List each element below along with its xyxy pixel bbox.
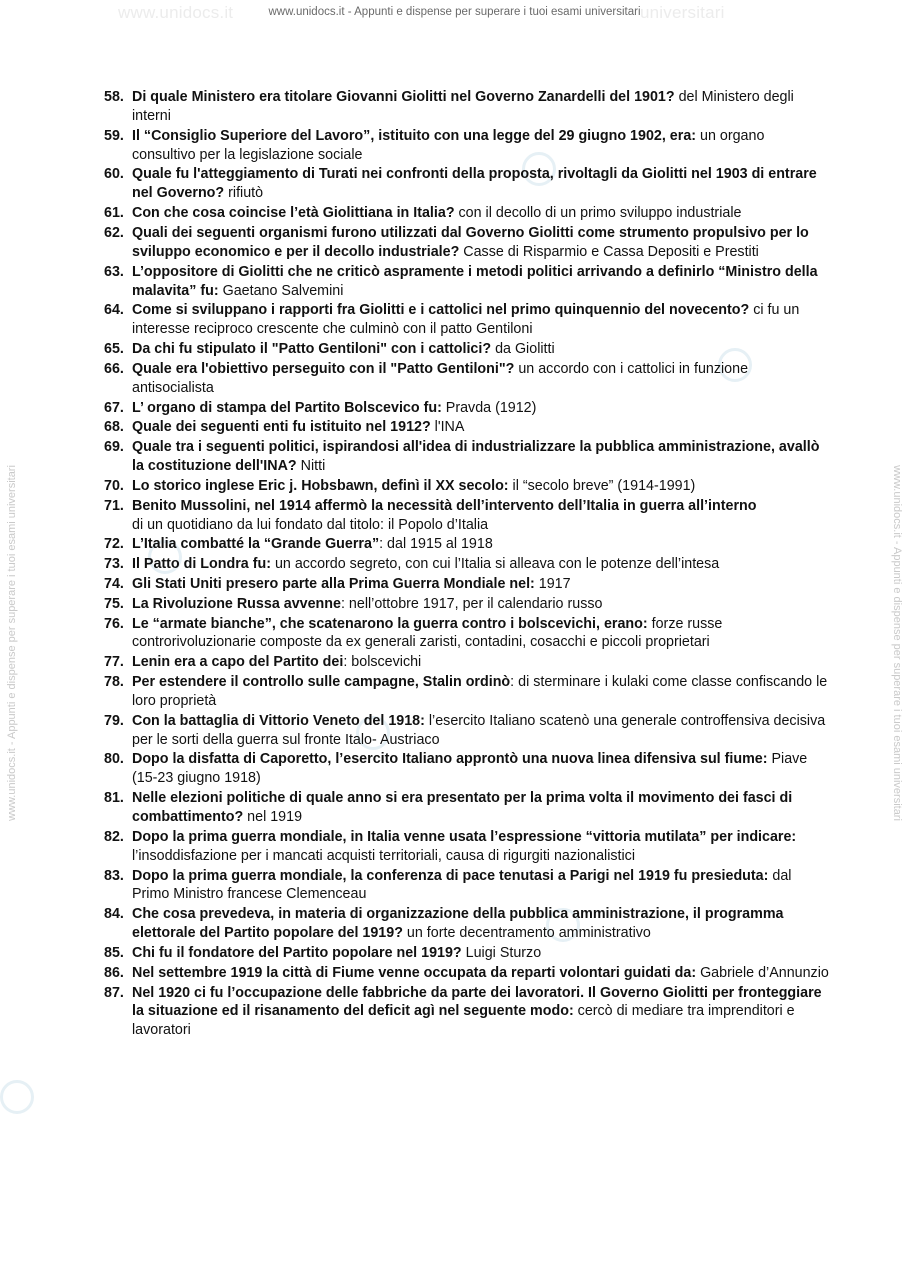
question-text: Con la battaglia di Vittorio Veneto del 1918: (132, 712, 425, 729)
question-item (0, 418, 909, 437)
answer-text: Pravda (1912) (441, 399, 537, 416)
watermark-ghost-left: www.unidocs.it (118, 3, 234, 22)
question-text: Nelle elezioni politiche di quale anno si era presentato per la prima volta il movimento dei fasci di combattimento? (132, 790, 793, 826)
question-item (0, 263, 909, 301)
question-number: 79. (104, 712, 124, 729)
question-number: 66. (104, 360, 124, 377)
question-item (0, 964, 909, 983)
answer-text: 1917 (534, 575, 571, 592)
question-text: Quale dei seguenti enti fu istituito nel 1912? (132, 419, 431, 436)
watermark-header (0, 0, 909, 22)
question-item (0, 399, 909, 418)
answer-text: ci fu un interesse reciproco crescente che culminò con il patto Gentiloni (132, 302, 800, 338)
question-number: 78. (104, 674, 124, 690)
answer-text: l’esercito Italiano scatenò una generale controffensiva decisiva per le sorti della guerra sul fronte Italo- Austriaco (132, 712, 826, 748)
question-text: Nel settembre 1919 la città di Fiume venne occupata da reparti volontari guidati da: (132, 964, 697, 981)
question-text: Nel 1920 ci fu l’occupazione delle fabbriche da parte dei lavoratori. Il Governo Giolitti per fronteggiare la situazione ed il risanamento del deficit agì nel seguente modo: (132, 984, 822, 1020)
question-item (0, 575, 909, 594)
answer-text: Gaetano Salvemini (218, 282, 344, 299)
question-item (0, 301, 909, 339)
answer-text: : bolscevichi (343, 654, 422, 671)
answer-text: : nell’ottobre 1917, per il calendario russo (340, 595, 603, 612)
answer-text: : di sterminare i kulaki come classe confiscando le loro proprietà (132, 674, 828, 709)
answer-text: Casse di Risparmio e Cassa Depositi e Prestiti (459, 243, 759, 260)
question-text: Con che cosa coincise l’età Giolittiana in Italia? (132, 205, 455, 222)
question-text: L’oppositore di Giolitti che ne criticò aspramente i metodi politici arrivando a definirlo “Ministro della malavita” fu: (132, 263, 818, 299)
question-text: Benito Mussolini, nel 1914 affermò la necessità dell’intervento dell’Italia in guerra all’interno (132, 497, 757, 514)
question-text: Chi fu il fondatore del Partito popolare nel 1919? (132, 944, 462, 961)
question-number: 84. (104, 906, 124, 923)
answer-text: Luigi Sturzo (461, 944, 542, 961)
question-text: Quali dei seguenti organismi furono utilizzati dal Governo Giolitti come strumento propulsivo per lo sviluppo economico e per il decollo industriale? (132, 224, 809, 260)
question-number: 64. (104, 302, 124, 319)
question-text: Dopo la prima guerra mondiale, la conferenza di pace tenutasi a Parigi nel 1919 fu presieduta: (132, 867, 769, 884)
question-item (0, 615, 909, 653)
answer-text: un forte decentramento amministrativo (402, 925, 651, 942)
question-number: 74. (104, 575, 124, 592)
question-item (0, 555, 909, 574)
question-number: 67. (104, 399, 124, 416)
question-number: 61. (104, 205, 124, 222)
question-item (0, 828, 909, 866)
question-text: Che cosa prevedeva, in materia di organizzazione della pubblica amministrazione, il programma elettorale del Partito popolare del 1919? (132, 906, 784, 942)
answer-text: il Popolo d’Italia (383, 516, 489, 533)
watermark-side-left: www.unidocs.it - Appunti e dispense per superare i tuoi esami universitari (6, 465, 18, 821)
question-continuation-text: di un quotidiano da lui fondato dal titolo: (132, 516, 384, 533)
question-number: 83. (104, 867, 124, 884)
question-number: 80. (104, 751, 124, 768)
question-item (0, 905, 909, 943)
question-item (0, 750, 909, 788)
question-text: Per estendere il controllo sulle campagne, Stalin ordinò (132, 674, 511, 690)
question-item (0, 867, 909, 905)
watermark-ghost-right: universitari (640, 3, 725, 22)
question-number: 62. (104, 224, 124, 241)
question-number: 73. (104, 556, 124, 573)
question-item (0, 595, 909, 614)
question-number: 76. (104, 615, 124, 632)
question-item (0, 438, 909, 476)
answer-text: Nitti (296, 458, 326, 475)
question-text: Da chi fu stipulato il "Patto Gentiloni" con i cattolici? (132, 341, 492, 358)
question-list-container (0, 88, 909, 1041)
question-text: Quale fu l'atteggiamento di Turati nei confronti della proposta, rivoltagli da Giolitti nel 1903 di entrare nel Governo? (132, 166, 817, 202)
question-text: Quale tra i seguenti politici, ispirandosi all'idea di industrializzare la pubblica amministrazione, avallò la costituzione dell'INA? (132, 439, 820, 475)
question-text: Come si sviluppano i rapporti fra Giolitti e i cattolici nel primo quinquennio del novecento? (132, 302, 750, 319)
question-text: Dopo la prima guerra mondiale, in Italia venne usata l’espressione “vittoria mutilata” per indicare: (132, 828, 797, 845)
question-item (0, 477, 909, 496)
question-number: 75. (104, 595, 124, 612)
answer-text: l’insoddisfazione per i mancati acquisti territoriali, causa di rigurgiti nazionalistici (132, 847, 636, 864)
question-number: 81. (104, 790, 124, 807)
question-item (0, 165, 909, 203)
question-item (0, 497, 909, 535)
question-continuation (132, 516, 831, 535)
question-list (0, 88, 909, 1040)
answer-text: cercò di mediare tra imprenditori e lavoratori (132, 1003, 795, 1039)
question-text: Il “Consiglio Superiore del Lavoro”, istituito con una legge del 29 giugno 1902, era: (132, 127, 697, 144)
question-item (0, 127, 909, 165)
question-text: Gli Stati Uniti presero parte alla Prima Guerra Mondiale nel: (132, 575, 535, 592)
answer-text: con il decollo di un primo sviluppo industriale (454, 205, 742, 222)
watermark-header-text: www.unidocs.it - Appunti e dispense per superare i tuoi esami universitari (268, 6, 641, 18)
answer-text: un accordo segreto, con cui l’Italia si alleava con le potenze dell’intesa (270, 556, 720, 573)
question-text: La Rivoluzione Russa avvenne (132, 595, 341, 612)
question-item (0, 944, 909, 963)
question-number: 82. (104, 828, 124, 845)
question-text: Dopo la disfatta di Caporetto, l’esercito Italiano approntò una nuova linea difensiva sul fiume: (132, 751, 768, 768)
answer-text: il “secolo breve” (1914-1991) (508, 477, 696, 494)
question-text: Le “armate bianche”, che scatenarono la guerra contro i bolscevichi, erano: (132, 615, 648, 632)
answer-text: l'INA (430, 419, 465, 436)
question-number: 86. (104, 964, 124, 981)
question-item (0, 204, 909, 223)
question-item (0, 224, 909, 262)
question-item (0, 340, 909, 359)
question-text: Il Patto di Londra fu: (132, 556, 271, 573)
question-item (0, 712, 909, 750)
answer-text: Gabriele d’Annunzio (696, 964, 829, 981)
answer-text: un organo consultivo per la legislazione sociale (132, 127, 765, 163)
question-number: 71. (104, 497, 124, 514)
answer-text: dal Primo Ministro francese Clemenceau (132, 867, 792, 903)
answer-text: : dal 1915 al 1918 (379, 536, 493, 553)
question-item (0, 789, 909, 827)
answer-text: del Ministero degli interni (132, 89, 794, 124)
question-number: 69. (104, 439, 124, 456)
question-number: 85. (104, 944, 124, 961)
answer-text: forze russe controrivoluzionarie composte da ex generali zaristi, contadini, cosacchi e piccoli proprietari (132, 615, 723, 651)
answer-text: rifiutò (224, 185, 264, 202)
answer-text: Piave (15-23 giugno 1918) (132, 751, 808, 787)
question-text: Quale era l'obiettivo perseguito con il "Patto Gentiloni"? (132, 360, 515, 377)
question-number: 72. (104, 536, 124, 553)
question-number: 65. (104, 341, 124, 358)
question-item (0, 535, 909, 554)
question-number: 60. (104, 166, 124, 183)
question-text: Di quale Ministero era titolare Giovanni Giolitti nel Governo Zanardelli del 1901? (132, 89, 675, 105)
answer-text: da Giolitti (491, 341, 555, 358)
question-number: 58. (104, 89, 124, 105)
watermark-logo-icon (0, 1080, 34, 1114)
question-item (0, 653, 909, 672)
question-number: 87. (104, 984, 124, 1001)
question-item (0, 360, 909, 398)
question-number: 77. (104, 654, 124, 671)
answer-text: un accordo con i cattolici in funzione antisocialista (132, 360, 749, 396)
question-number: 59. (104, 127, 124, 144)
question-text: Lenin era a capo del Partito dei (132, 654, 344, 671)
watermark-side-right: www.unidocs.it - Appunti e dispense per superare i tuoi esami universitari (891, 465, 903, 821)
question-number: 63. (104, 263, 124, 280)
question-item (0, 673, 909, 711)
question-item (0, 984, 909, 1041)
question-item (0, 88, 909, 126)
answer-text: nel 1919 (243, 809, 303, 826)
question-text: L’ organo di stampa del Partito Bolscevico fu: (132, 399, 442, 416)
question-text: Lo storico inglese Eric j. Hobsbawn, definì il XX secolo: (132, 477, 509, 494)
question-text: L’Italia combatté la “Grande Guerra” (132, 536, 380, 553)
question-number: 70. (104, 477, 124, 494)
question-number: 68. (104, 419, 124, 436)
